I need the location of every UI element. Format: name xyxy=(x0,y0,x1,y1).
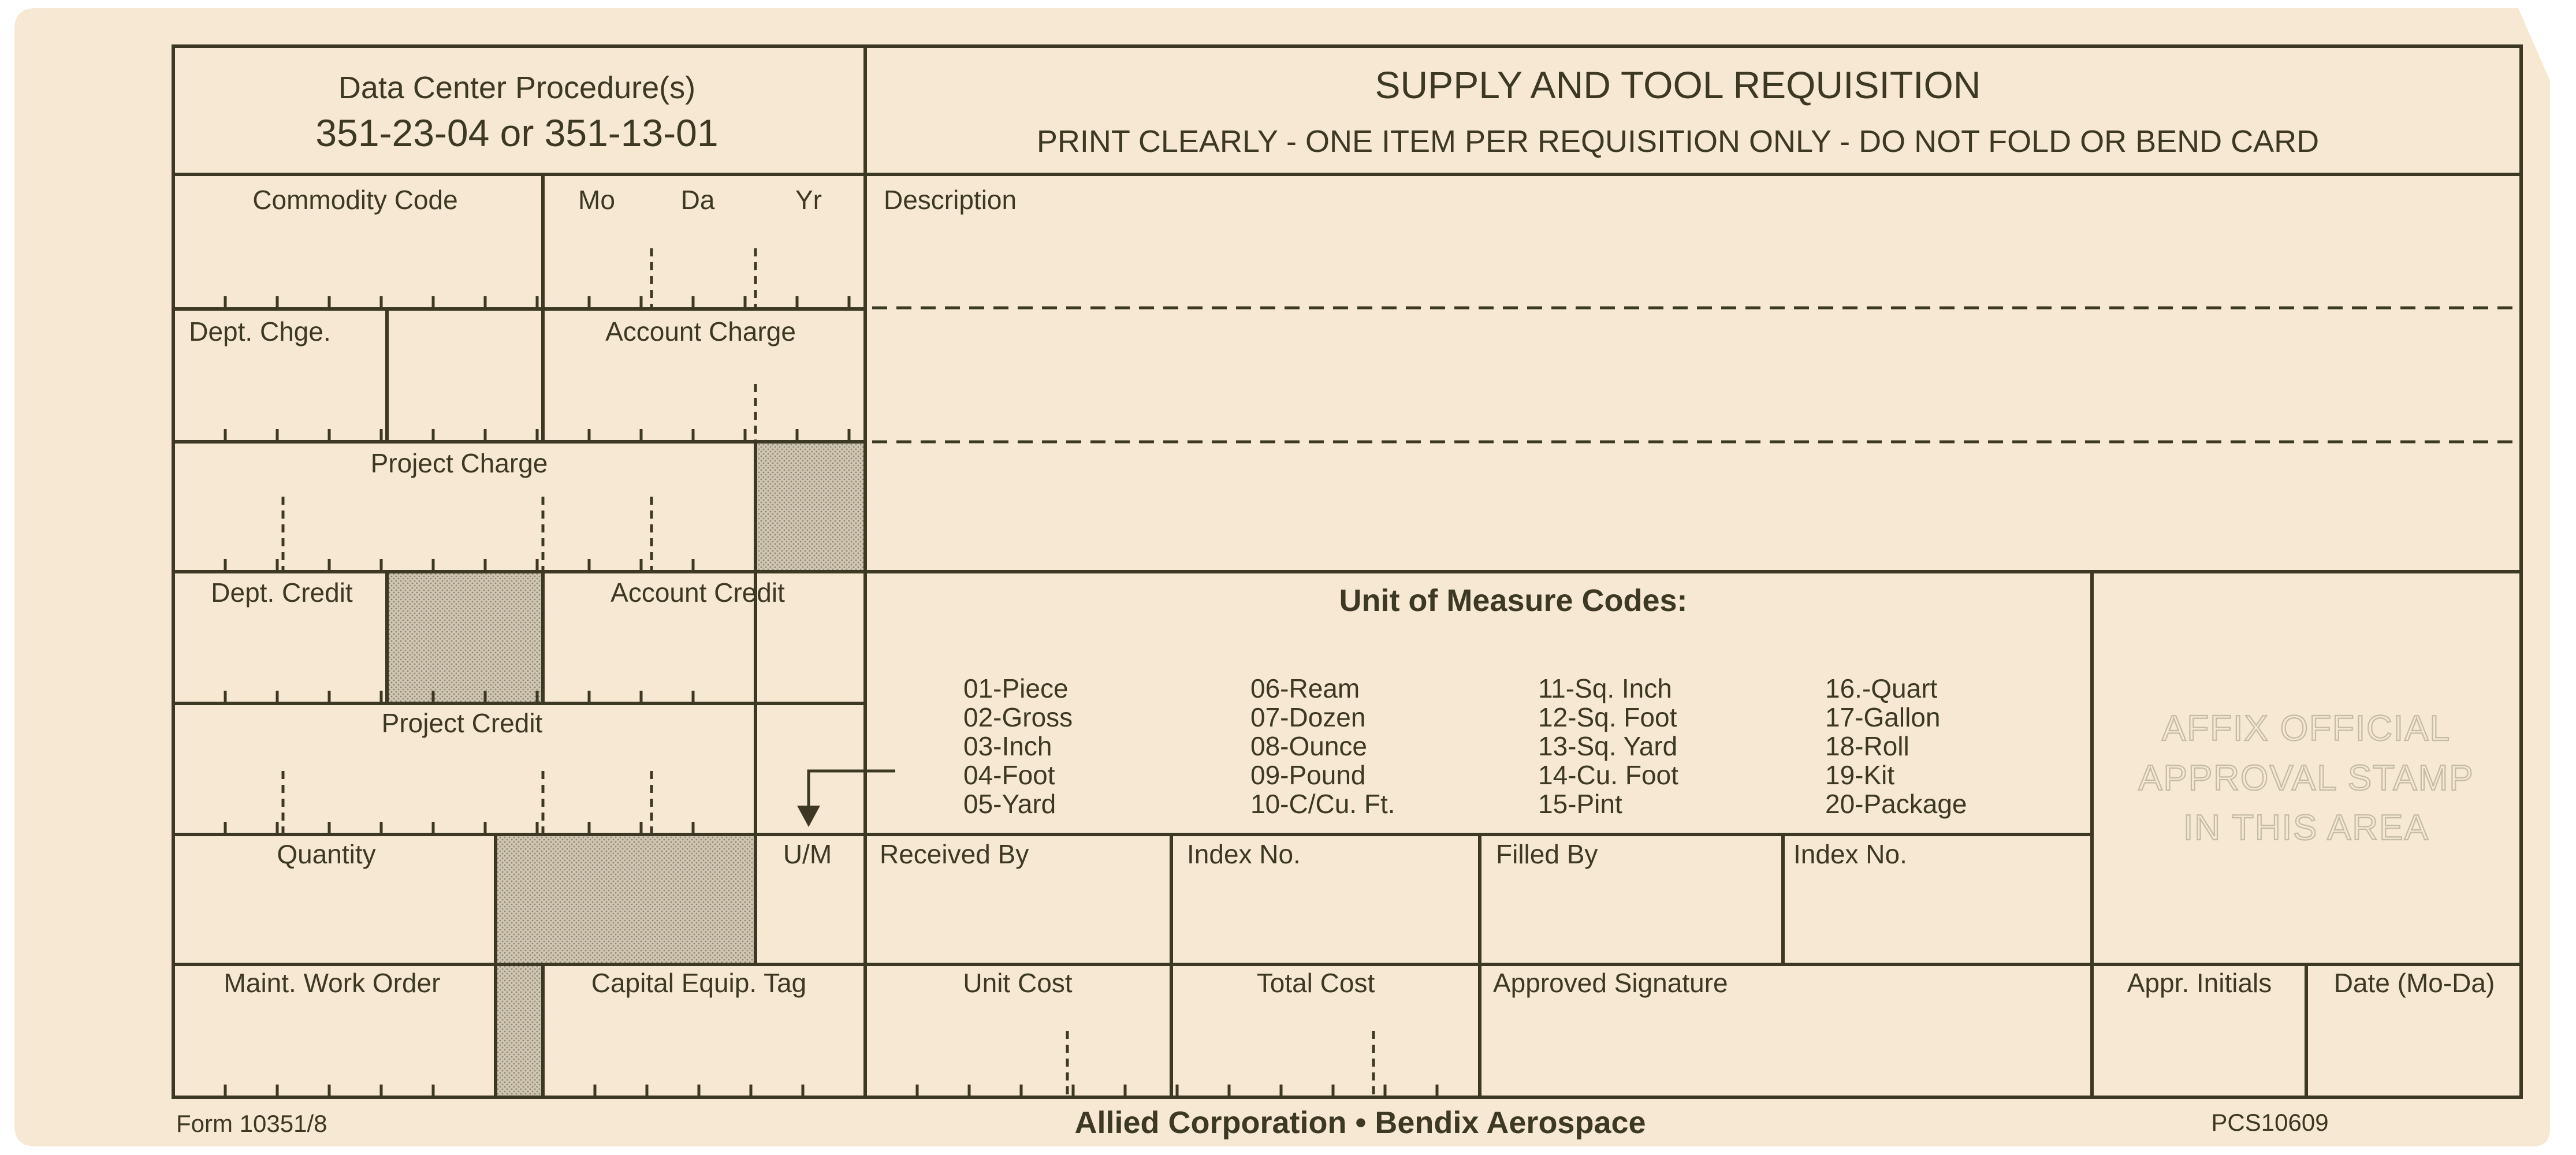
filled-by-label: Filled By xyxy=(1496,839,1598,869)
dept-credit-label: Dept. Credit xyxy=(211,578,353,608)
capital-equip-tag-label: Capital Equip. Tag xyxy=(591,968,807,998)
account-credit-label: Account Credit xyxy=(611,578,785,608)
account-charge-label: Account Charge xyxy=(605,316,796,346)
commodity-code-label: Commodity Code xyxy=(252,185,458,215)
approved-signature-label: Approved Signature xyxy=(1493,968,1728,998)
unit-code: 09-Pound xyxy=(1250,760,1366,790)
total-cost-label: Total Cost xyxy=(1256,968,1375,998)
procedure-numbers: 351-23-04 or 351-13-01 xyxy=(315,111,719,154)
unit-code: 05-Yard xyxy=(963,789,1056,819)
unit-code: 17-Gallon xyxy=(1825,702,1941,732)
procedure-label: Data Center Procedure(s) xyxy=(338,70,696,105)
form-code: PCS10609 xyxy=(2211,1109,2329,1136)
project-credit-label: Project Credit xyxy=(381,708,543,738)
da-label: Da xyxy=(680,185,715,215)
yr-label: Yr xyxy=(795,185,822,215)
date-mo-da-label: Date (Mo-Da) xyxy=(2333,968,2495,998)
unit-code: 18-Roll xyxy=(1825,731,1909,761)
dept-chge-label: Dept. Chge. xyxy=(189,316,331,346)
unit-code: 08-Ounce xyxy=(1250,731,1368,761)
unit-code: 12-Sq. Foot xyxy=(1538,702,1677,732)
index-no-label-2: Index No. xyxy=(1793,839,1907,869)
unit-code: 16.-Quart xyxy=(1825,673,1938,703)
stamp-text: APPROVAL STAMP xyxy=(2138,758,2474,798)
received-by-label: Received By xyxy=(880,839,1029,869)
approval-stamp-area xyxy=(2138,709,2474,848)
unit-code: 07-Dozen xyxy=(1250,702,1366,732)
unit-code: 06-Ream xyxy=(1250,673,1360,703)
unit-code: 10-C/Cu. Ft. xyxy=(1250,789,1395,819)
company-name: Allied Corporation • Bendix Aerospace xyxy=(1074,1105,1646,1140)
unit-code: 19-Kit xyxy=(1825,760,1895,790)
unit-cost-label: Unit Cost xyxy=(963,968,1073,998)
unit-codes-title: Unit of Measure Codes: xyxy=(1339,583,1688,618)
stamp-text: AFFIX OFFICIAL xyxy=(2162,709,2451,748)
stamp-text: IN THIS AREA xyxy=(2183,808,2429,848)
project-charge-label: Project Charge xyxy=(370,448,548,478)
mo-label: Mo xyxy=(578,185,615,215)
um-label: U/M xyxy=(783,839,832,869)
form-number: Form 10351/8 xyxy=(176,1110,327,1137)
unit-code: 20-Package xyxy=(1825,789,1967,819)
description-label: Description xyxy=(884,185,1017,215)
unit-code: 14-Cu. Foot xyxy=(1538,760,1678,790)
unit-code: 03-Inch xyxy=(963,731,1052,761)
quantity-label: Quantity xyxy=(277,839,376,869)
index-no-label: Index No. xyxy=(1187,839,1301,869)
unit-code: 13-Sq. Yard xyxy=(1538,731,1678,761)
form-instructions: PRINT CLEARLY - ONE ITEM PER REQUISITION ONLY - DO NOT FOLD OR BEND CARD xyxy=(1036,124,2320,159)
unit-code: 02-Gross xyxy=(963,702,1073,732)
unit-code: 04-Foot xyxy=(963,760,1055,790)
unit-code: 11-Sq. Inch xyxy=(1538,673,1672,703)
appr-initials-label: Appr. Initials xyxy=(2127,968,2272,998)
maint-work-order-label: Maint. Work Order xyxy=(224,968,441,998)
unit-code: 15-Pint xyxy=(1538,789,1622,819)
unit-code: 01-Piece xyxy=(963,673,1069,703)
form-title: SUPPLY AND TOOL REQUISITION xyxy=(1375,64,1981,106)
